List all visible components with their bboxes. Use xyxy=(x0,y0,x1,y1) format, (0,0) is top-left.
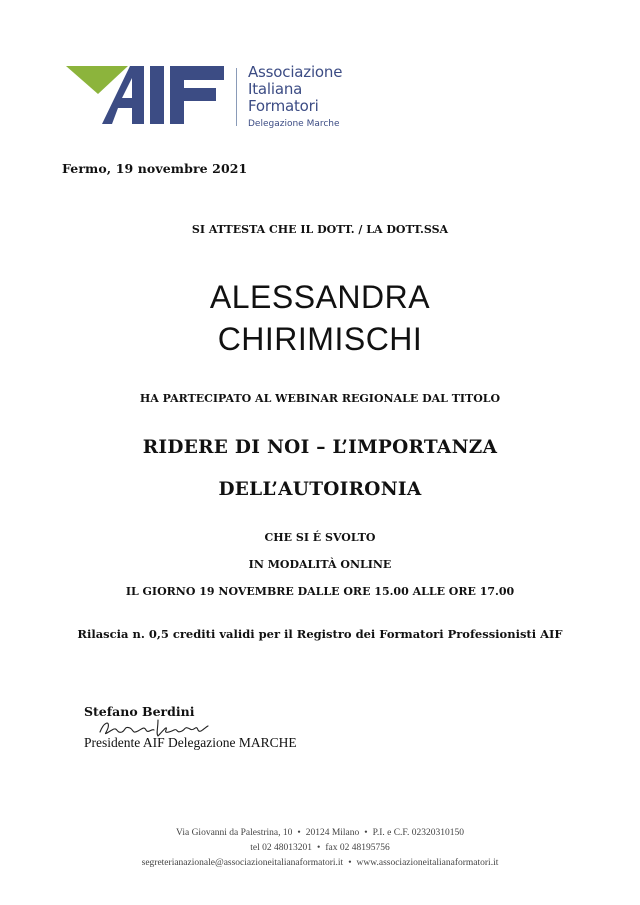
aif-logo-mark xyxy=(66,64,231,128)
logo-line-1: Associazione xyxy=(248,63,343,81)
credits-statement: Rilascia n. 0,5 crediti validi per il Registro dei Formatori Professionisti AIF xyxy=(77,627,563,641)
signature-block xyxy=(84,704,297,751)
logo-text xyxy=(248,64,342,131)
footer-address: Via Giovanni da Palestrina, 10 xyxy=(176,828,293,838)
footer-email[interactable]: segreterianazionale@associazioneitalianaformatori.it xyxy=(141,858,344,868)
participation-text: HA PARTECIPATO AL WEBINAR REGIONALE DAL TITOLO xyxy=(139,392,501,405)
footer-line-1: Via Giovanni da Palestrina, 10 • 20124 Milano • P.I. e C.F. 02320310150 xyxy=(176,828,464,838)
recipient-first-name: ALESSANDRA xyxy=(209,279,431,315)
footer-piva: P.I. e C.F. 02320310150 xyxy=(372,828,464,838)
logo-letter-f xyxy=(170,66,224,124)
document-date: Fermo, 19 novembre 2021 xyxy=(62,161,248,176)
event-details xyxy=(0,524,640,605)
logo-divider xyxy=(236,68,237,126)
signatory-name: Stefano Berdini xyxy=(84,704,195,719)
event-details-line-3: IL GIORNO 19 NOVEMBRE DALLE ORE 15.00 ALLE ORE 17.00 xyxy=(125,585,515,598)
footer-line-2: tel 02 48013201 • fax 02 48195756 xyxy=(250,843,390,853)
logo-letter-i xyxy=(150,66,164,124)
handwritten-signature xyxy=(96,714,216,740)
event-details-line-2: IN MODALITÀ ONLINE xyxy=(248,558,392,571)
footer xyxy=(0,826,640,871)
attestation-heading: SI ATTESTA CHE IL DOTT. / LA DOTT.SSA xyxy=(191,223,449,236)
webinar-title xyxy=(0,427,640,511)
footer-city: 20124 Milano xyxy=(305,828,360,838)
recipient-last-name: CHIRIMISCHI xyxy=(217,321,423,357)
footer-website[interactable]: www.associazioneitalianaformatori.it xyxy=(356,858,499,868)
event-details-line-1: CHE SI É SVOLTO xyxy=(264,531,376,544)
footer-tel: tel 02 48013201 xyxy=(250,843,313,853)
logo-line-2: Italiana xyxy=(248,80,303,98)
aif-logo xyxy=(66,64,366,128)
footer-line-3: segreterianazionale@associazioneitalianaformatori.it • www.associazioneitalianaformatori.it xyxy=(141,858,499,868)
logo-line-3: Formatori xyxy=(248,97,319,115)
logo-subtitle: Delegazione Marche xyxy=(248,119,340,129)
webinar-title-line-2: DELL’AUTOIRONIA xyxy=(218,479,422,500)
webinar-title-line-1: RIDERE DI NOI – L’IMPORTANZA xyxy=(142,437,498,458)
footer-fax: fax 02 48195756 xyxy=(325,843,390,853)
signatory-role: Presidente AIF Delegazione MARCHE xyxy=(84,735,297,750)
recipient-name xyxy=(0,276,640,360)
